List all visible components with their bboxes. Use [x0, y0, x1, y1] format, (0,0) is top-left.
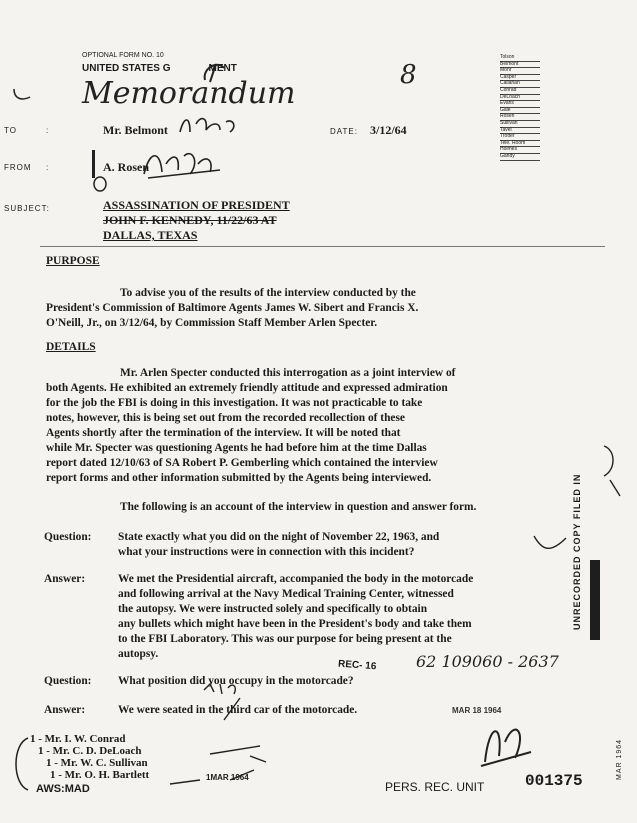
routing-official: Holmes	[500, 147, 540, 154]
mar-small-stamp: 1MAR 1964	[206, 773, 249, 782]
memo-title: Memorandum	[82, 76, 296, 111]
qa-text-3: What position did you occupy in the motorcade?	[118, 675, 354, 687]
qa-label-1: Question:	[44, 531, 92, 543]
purpose-text: To advise you of the results of the interview conducted by the President's Commission of Baltimore Agents James W. Sibert and Francis X. O'Neill, Jr., on 3/12/64, by Commission Staff Member Arlen Specter.	[46, 287, 419, 329]
handwritten-o-mark	[92, 176, 108, 197]
handwritten-initials-stamp	[475, 712, 535, 777]
margin-hook-mark	[10, 85, 34, 110]
margin-code: MAR 1964	[616, 738, 623, 780]
qa-label-3: Question:	[44, 675, 92, 687]
routing-official: Tolson	[500, 55, 540, 62]
routing-official: Tavel	[500, 128, 540, 135]
routing-official: Belmont	[500, 62, 540, 69]
details-intro: The following is an account of the interview in question and answer form.	[120, 501, 477, 513]
from-label: FROM	[4, 163, 32, 172]
handwritten-initials-to	[176, 112, 246, 143]
routing-official: Gale	[500, 108, 540, 115]
qa-label-4: Answer:	[44, 704, 86, 716]
to-label: TO	[4, 126, 17, 135]
routing-official: Callahan	[500, 81, 540, 88]
routing-official: Rosen	[500, 114, 540, 121]
date-value: 3/12/64	[370, 123, 407, 137]
qa-label-2: Answer:	[44, 573, 86, 585]
routing-official: Mohr	[500, 68, 540, 75]
routing-official: Sullivan	[500, 121, 540, 128]
routing-official: Conrad	[500, 88, 540, 95]
handwritten-check-marks	[150, 740, 270, 795]
routing-official: Casper	[500, 75, 540, 82]
details-heading: DETAILS	[46, 341, 96, 353]
purpose-heading: PURPOSE	[46, 255, 100, 267]
subject-value: ASSASSINATION OF PRESIDENT JOHN F. KENNEDY, 11/22/63 AT DALLAS, TEXAS	[103, 198, 290, 242]
qa-text-1: State exactly what you did on the night of November 22, 1963, and what your instructions were in connection with this incident?	[118, 531, 440, 558]
qa-text-2: We met the Presidential aircraft, accompanied the body in the motorcade and following arrival at the Navy Medical Training Center, witnessed the autopsy. We were instructed solely and specifically to obtain any bullets which might have been in the President's body and take them to the FBI Laboratory. This was our purpose for being present at the autopsy.	[118, 573, 474, 660]
handwritten-signature-from	[140, 144, 230, 189]
file-mark: 8	[400, 60, 417, 90]
unrecorded-copy-stamp: UNRECORDED COPY FILED IN	[572, 473, 582, 630]
file-number-handwritten: 62 109060 - 2637	[416, 652, 559, 671]
form-number: OPTIONAL FORM NO. 10	[82, 52, 164, 59]
routing-official: DeLoach	[500, 95, 540, 102]
agency-name: UNITED STATES G MENT	[82, 63, 237, 74]
routing-official: Gandy	[500, 154, 540, 161]
routing-official: Tele. Room	[500, 141, 540, 148]
from-bracket	[92, 150, 95, 178]
distribution-list: 1 - Mr. I. W. Conrad 1 - Mr. C. D. DeLoach 1 - Mr. W. C. Sullivan 1 - Mr. O. H. Bartlett	[30, 733, 150, 781]
initials-bottom: AWS:MAD	[36, 783, 90, 795]
from-value: A. Rosen	[103, 160, 150, 174]
pers-rec-unit-stamp: PERS. REC. UNIT	[385, 780, 485, 794]
handwritten-notation	[200, 680, 250, 729]
margin-scribble	[530, 530, 570, 565]
margin-black-bar	[590, 560, 600, 640]
qa-text-4: We were seated in the third car of the motorcade.	[118, 704, 358, 716]
subject-label: SUBJECT:	[4, 204, 50, 213]
margin-bracket-mark	[2, 734, 32, 799]
date-stamp: MAR 18 1964	[452, 706, 502, 715]
serial-number: 001375	[525, 772, 583, 790]
date-label: DATE:	[330, 127, 358, 136]
details-text: Mr. Arlen Specter conducted this interrogation as a joint interview of both Agents. He exhibited an extremely friendly attitude and expressed admiration for the job the FBI is doing in this investigation. It was not practicable to take notes, however, this is being set out from the recorded recollection of these Agents shortly after the termination of the interview. It will be noted that while Mr. Specter was questioning Agents he had before him at the time Dallas report dated 12/10/63 of SA Robert P. Gemberling which contained the interview report forms and other information submitted by the Agents being interviewed.	[46, 367, 456, 484]
rec-stamp: REC- 16	[337, 658, 377, 673]
routing-official: Trotter	[500, 134, 540, 141]
routing-list	[500, 55, 540, 161]
divider-line	[40, 246, 605, 247]
to-value: Mr. Belmont	[103, 123, 168, 137]
routing-official: Evans	[500, 101, 540, 108]
margin-handwriting	[596, 440, 626, 505]
